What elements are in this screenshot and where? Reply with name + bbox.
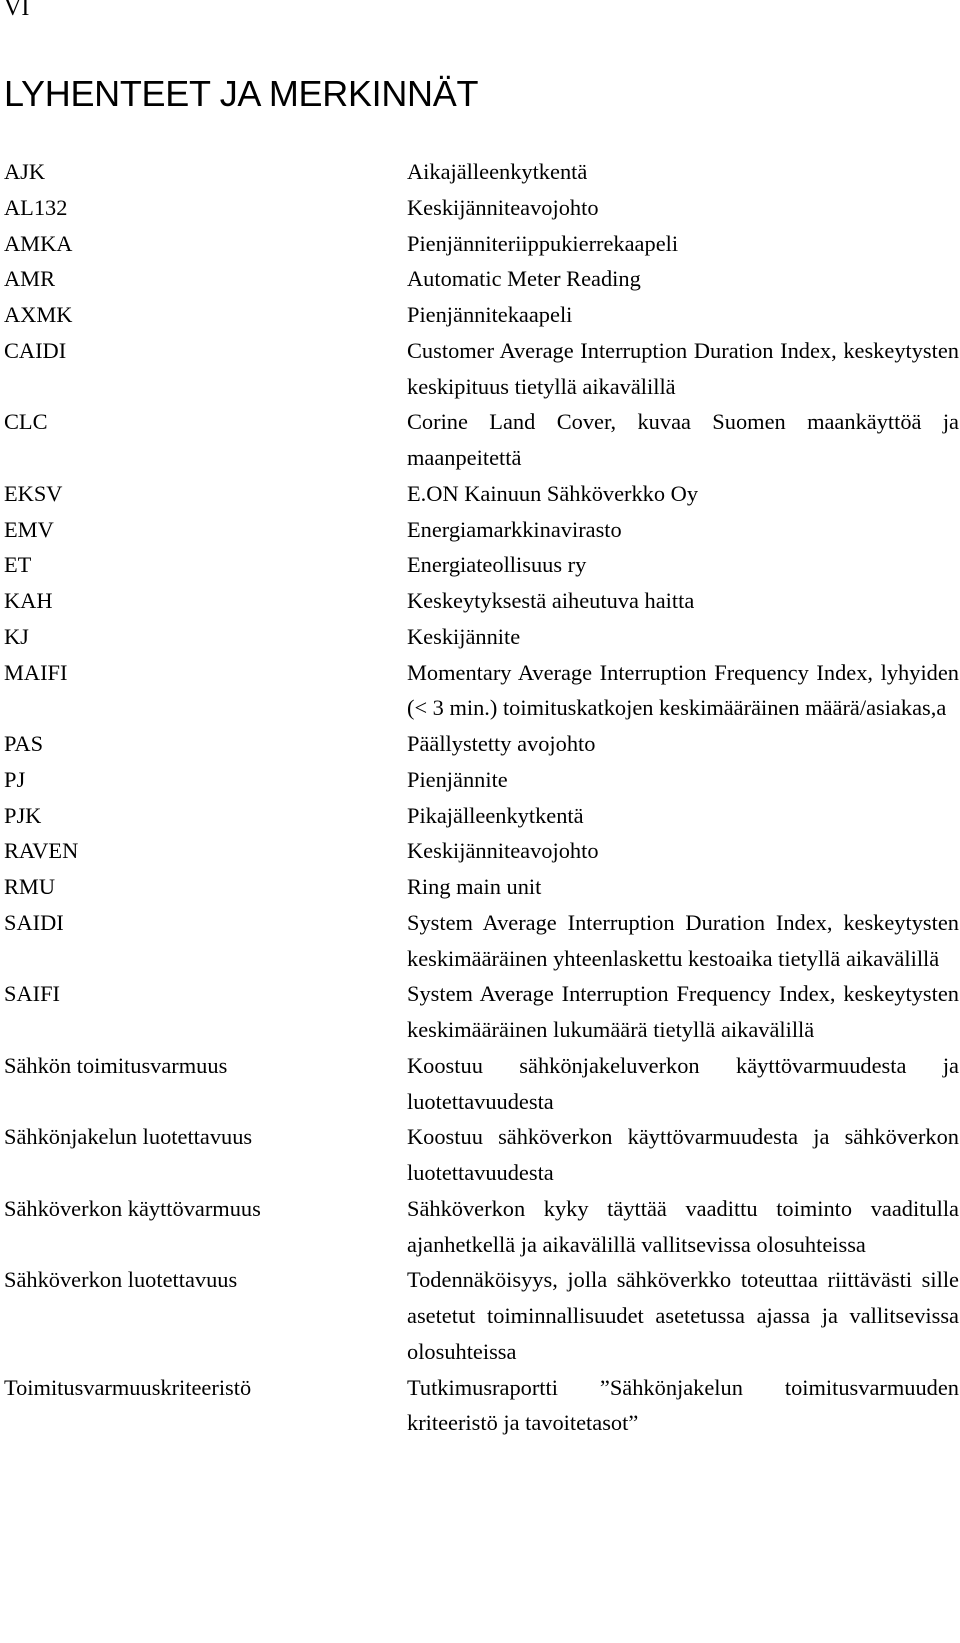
abbreviation-entry	[0, 226, 960, 262]
abbreviation-term: PAS	[4, 731, 44, 756]
abbreviation-term: Sähköverkon käyttövarmuus	[4, 1195, 261, 1221]
abbreviation-term: ET	[4, 552, 32, 578]
abbreviation-term: SAIFI	[4, 981, 60, 1007]
abbreviation-term: Sähkön toimitusvarmuus	[4, 1052, 228, 1078]
abbreviation-term: CLC	[4, 409, 48, 435]
abbreviation-definition: Keskijänniteavojohto	[407, 838, 599, 864]
abbreviation-entry	[0, 1262, 960, 1369]
abbreviation-definition: Pienjännite	[407, 766, 508, 792]
abbreviation-entry	[0, 798, 960, 834]
abbreviation-entry	[0, 297, 960, 333]
abbreviation-definition: Momentary Average Interruption Frequency Index, lyhyiden (< 3 min.) toimituskatkojen keskimääräinen määrä/asiakas,a	[407, 659, 959, 721]
abbreviation-entry	[0, 154, 960, 190]
abbreviation-definition: Customer Average Interruption Duration Index, keskeytysten keskipituus tietyllä aikavälillä	[407, 337, 959, 399]
abbreviation-entry	[0, 976, 960, 1048]
abbreviation-list	[0, 154, 960, 1441]
abbreviation-definition: System Average Interruption Frequency Index, keskeytysten keskimääräinen lukumäärä tietyllä aikavälillä	[407, 981, 959, 1042]
abbreviation-definition: Energiateollisuus ry	[407, 552, 587, 578]
abbreviation-definition: Koostuu sähköverkon käyttövarmuudesta ja sähköverkon luotettavuudesta	[407, 1124, 959, 1185]
abbreviation-term: AJK	[4, 159, 46, 184]
abbreviation-definition: Sähköverkon kyky täyttää vaadittu toiminto vaaditulla ajanhetkellä ja aikavälillä vallitsevissa olosuhteissa	[407, 1195, 959, 1257]
abbreviation-definition: Keskijänniteavojohto	[407, 194, 599, 220]
abbreviation-entry	[0, 1370, 960, 1442]
abbreviation-term: MAIFI	[4, 659, 68, 685]
abbreviation-definition: Päällystetty avojohto	[407, 731, 596, 756]
abbreviation-term: PJK	[4, 802, 42, 828]
abbreviation-term: AMKA	[4, 230, 73, 256]
abbreviation-definition: Automatic Meter Reading	[407, 266, 641, 292]
abbreviation-definition: Tutkimusraportti ”Sähkönjakelun toimitusvarmuuden kriteeristö ja tavoitetasot”	[407, 1374, 959, 1436]
abbreviation-term: SAIDI	[4, 909, 64, 935]
abbreviation-definition: Koostuu sähkönjakeluverkon käyttövarmuudesta ja luotettavuudesta	[407, 1052, 959, 1114]
abbreviation-term: RMU	[4, 874, 56, 899]
abbreviation-entry	[0, 905, 960, 977]
abbreviation-definition: Pienjännitekaapeli	[407, 302, 573, 327]
abbreviation-entry	[0, 476, 960, 512]
page-number: VI	[4, 0, 30, 21]
abbreviation-entry	[0, 190, 960, 226]
abbreviation-term: AL132	[4, 194, 68, 220]
abbreviation-definition: Pienjänniteriippukierrekaapeli	[407, 230, 679, 256]
abbreviation-entry	[0, 404, 960, 476]
abbreviation-term: KJ	[4, 623, 29, 649]
abbreviation-definition: Pikajälleenkytkentä	[407, 802, 584, 828]
abbreviation-term: EMV	[4, 516, 54, 542]
abbreviation-definition: Aikajälleenkytkentä	[407, 159, 588, 184]
abbreviation-definition: Todennäköisyys, jolla sähköverkko toteuttaa riittävästi sille asetetut toiminnallisuudet asetetussa ajassa ja vallitsevissa olosuhteissa	[407, 1267, 959, 1364]
abbreviation-term: AXMK	[4, 302, 73, 327]
abbreviation-term: Sähkönjakelun luotettavuus	[4, 1124, 253, 1150]
abbreviation-entry	[0, 726, 960, 762]
abbreviation-entry	[0, 547, 960, 583]
abbreviation-definition: Corine Land Cover, kuvaa Suomen maankäyttöä ja maanpeitettä	[407, 409, 959, 470]
abbreviation-definition: Energiamarkkinavirasto	[407, 516, 622, 542]
abbreviation-entry	[0, 583, 960, 619]
abbreviation-entry	[0, 869, 960, 905]
abbreviation-entry	[0, 762, 960, 798]
abbreviation-entry	[0, 333, 960, 405]
abbreviation-entry	[0, 619, 960, 655]
abbreviation-entry	[0, 655, 960, 727]
abbreviation-definition: Keskijännite	[407, 623, 521, 649]
abbreviation-definition: Ring main unit	[407, 874, 542, 899]
abbreviation-definition: E.ON Kainuun Sähköverkko Oy	[407, 480, 699, 506]
abbreviation-entry	[0, 833, 960, 869]
abbreviation-entry	[0, 512, 960, 548]
abbreviation-term: Toimitusvarmuuskriteeristö	[4, 1374, 252, 1400]
abbreviation-definition: System Average Interruption Duration Index, keskeytysten keskimääräinen yhteenlaskettu kestoaika tietyllä aikavälillä	[407, 909, 959, 971]
abbreviation-term: EKSV	[4, 480, 63, 506]
abbreviation-term: PJ	[4, 766, 26, 792]
abbreviation-entry	[0, 1119, 960, 1191]
abbreviation-term: RAVEN	[4, 838, 79, 864]
abbreviation-term: AMR	[4, 266, 56, 292]
abbreviation-term: KAH	[4, 588, 53, 613]
abbreviation-definition: Keskeytyksestä aiheutuva haitta	[407, 588, 695, 613]
page-title: LYHENTEET JA MERKINNÄT	[4, 73, 479, 114]
abbreviation-entry	[0, 1048, 960, 1120]
abbreviation-term: CAIDI	[4, 337, 67, 363]
abbreviation-entry	[0, 261, 960, 297]
abbreviation-term: Sähköverkon luotettavuus	[4, 1267, 238, 1293]
abbreviation-entry	[0, 1191, 960, 1263]
